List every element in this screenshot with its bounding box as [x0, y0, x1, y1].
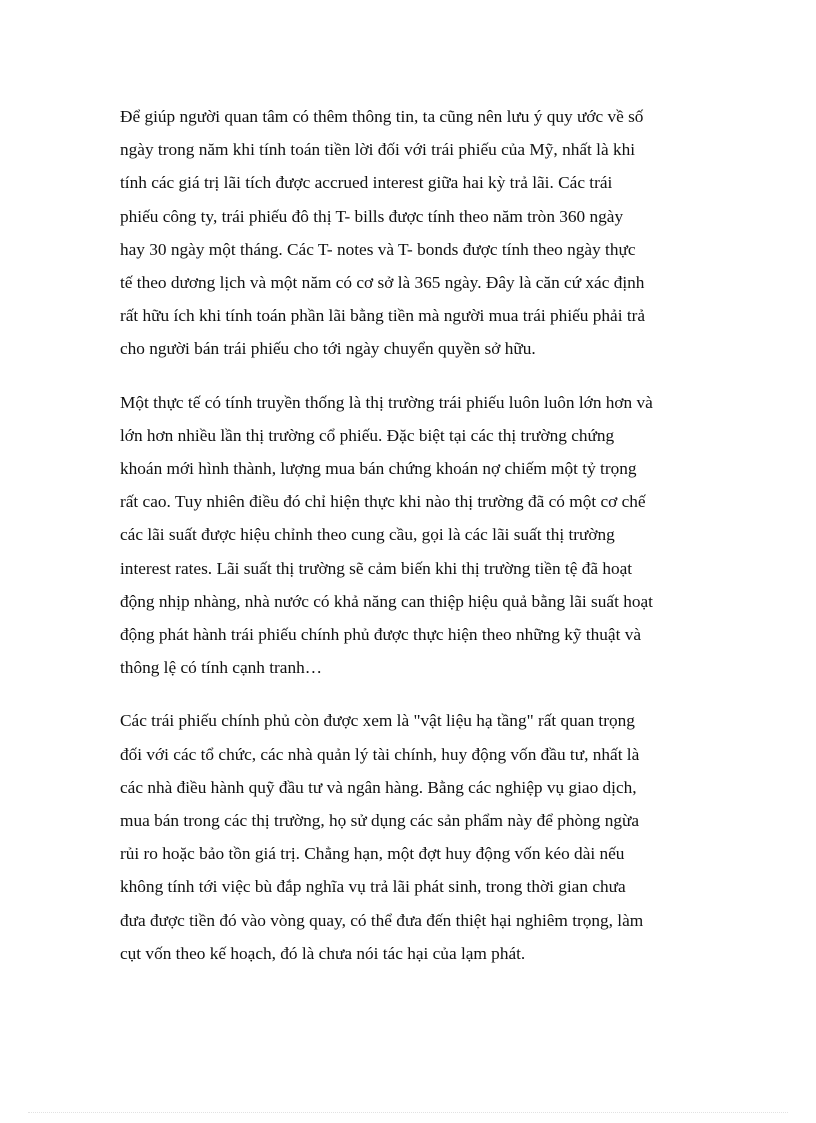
text-line: rủi ro hoặc bảo tồn giá trị. Chẳng hạn, một đợt huy động vốn kéo dài nếu: [120, 844, 625, 864]
text-line: không tính tới việc bù đắp nghĩa vụ trả lãi phát sinh, trong thời gian chưa: [120, 877, 626, 897]
text-line: các nhà điều hành quỹ đầu tư và ngân hàng. Bằng các nghiệp vụ giao dịch,: [120, 777, 637, 797]
text-line: động phát hành trái phiếu chính phủ được thực hiện theo những kỹ thuật và: [120, 625, 642, 645]
text-line: mua bán trong các thị trường, họ sử dụng các sản phẩm này để phòng ngừa: [120, 811, 640, 831]
document-body: [120, 100, 700, 990]
text-line: Các trái phiếu chính phủ còn được xem là "vật liệu hạ tầng" rất quan trọng: [120, 711, 635, 731]
text-line: khoán mới hình thành, lượng mua bán chứng khoán nợ chiếm một tỷ trọng: [120, 459, 637, 479]
text-line: cho người bán trái phiếu cho tới ngày chuyển quyền sở hữu.: [120, 339, 536, 359]
text-line: lớn hơn nhiều lần thị trường cổ phiếu. Đặc biệt tại các thị trường chứng: [120, 425, 615, 445]
text-line: interest rates. Lãi suất thị trường sẽ cảm biến khi thị trường tiền tệ đã hoạt: [120, 558, 633, 578]
text-line: ngày trong năm khi tính toán tiền lời đối với trái phiếu của Mỹ, nhất là khi: [120, 140, 636, 160]
text-line: cụt vốn theo kế hoạch, đó là chưa nói tác hại của lạm phát.: [120, 943, 526, 963]
text-line: động nhịp nhàng, nhà nước có khả năng can thiệp hiệu quả bằng lãi suất hoạt: [120, 591, 653, 611]
text-line: tính các giá trị lãi tích được accrued interest giữa hai kỳ trả lãi. Các trái: [120, 173, 613, 193]
paragraph-1: [120, 100, 700, 366]
paragraph-3: [120, 704, 700, 970]
text-line: tế theo dương lịch và một năm có cơ sở là 365 ngày. Đây là căn cứ xác định: [120, 273, 645, 293]
text-line: phiếu công ty, trái phiếu đô thị T- bills được tính theo năm tròn 360 ngày: [120, 206, 624, 226]
text-line: hay 30 ngày một tháng. Các T- notes và T- bonds được tính theo ngày thực: [120, 239, 636, 259]
page-bottom-divider: [28, 1112, 788, 1113]
text-line: thông lệ có tính cạnh tranh…: [120, 658, 323, 678]
text-line: rất cao. Tuy nhiên điều đó chỉ hiện thực khi nào thị trường đã có một cơ chế: [120, 492, 646, 512]
text-line: đối với các tổ chức, các nhà quản lý tài chính, huy động vốn đầu tư, nhất là: [120, 744, 640, 764]
text-line: đưa được tiền đó vào vòng quay, có thể đưa đến thiệt hại nghiêm trọng, làm: [120, 910, 644, 930]
text-line: Để giúp người quan tâm có thêm thông tin, ta cũng nên lưu ý quy ước về số: [120, 107, 644, 126]
text-line: các lãi suất được hiệu chỉnh theo cung cầu, gọi là các lãi suất thị trường: [120, 525, 615, 545]
text-line: rất hữu ích khi tính toán phần lãi bằng tiền mà người mua trái phiếu phải trả: [120, 306, 646, 326]
text-line: Một thực tế có tính truyền thống là thị trường trái phiếu luôn luôn lớn hơn và: [120, 392, 653, 412]
paragraph-2: [120, 386, 700, 685]
